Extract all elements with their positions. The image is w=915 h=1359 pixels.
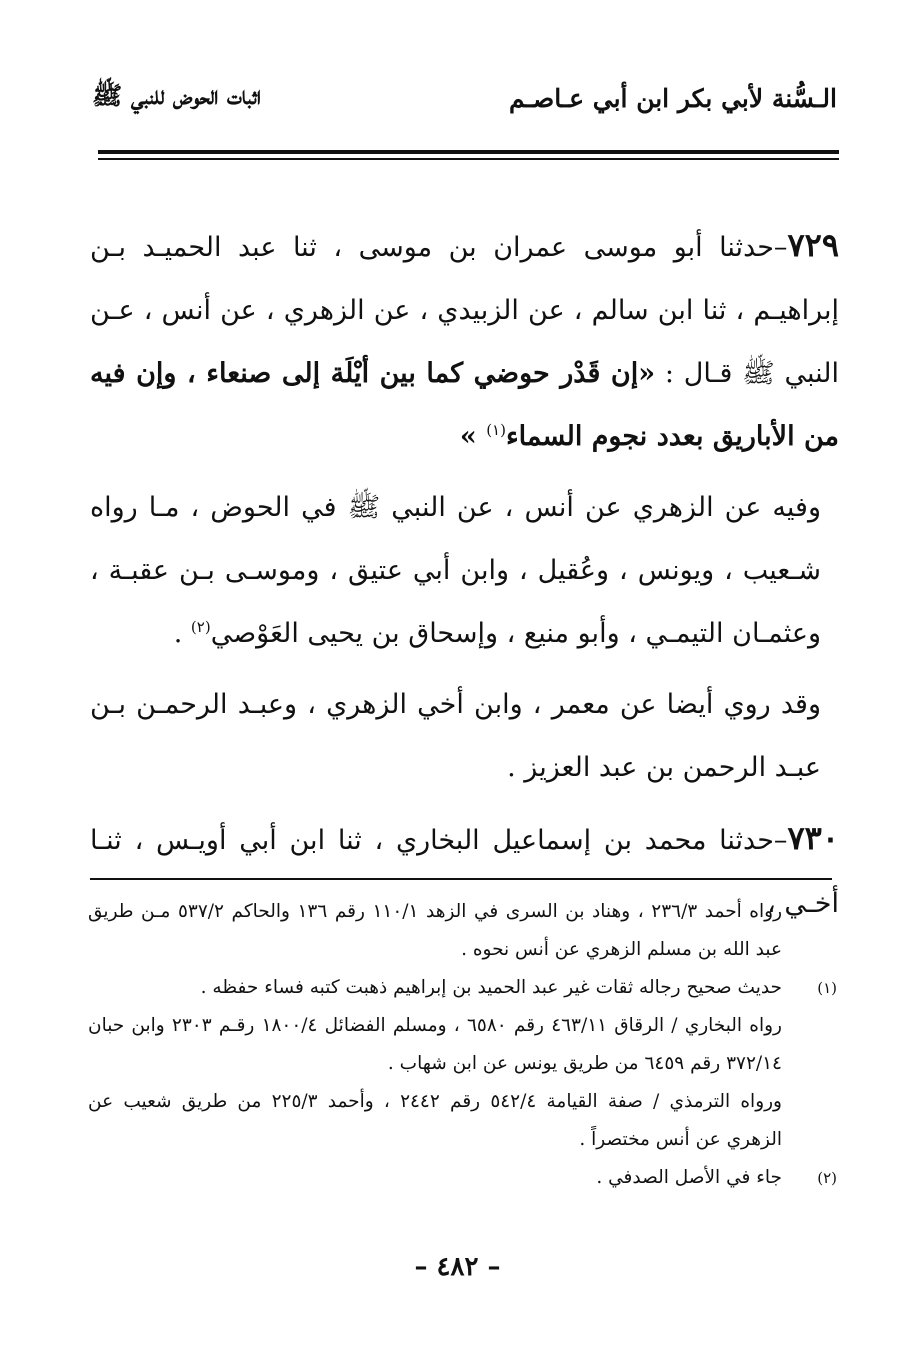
- main-text: [90, 214, 839, 943]
- page-header: [92, 78, 837, 118]
- footnote-2: [88, 1159, 837, 1197]
- hadith-number-729: ٧٢٩: [787, 226, 839, 264]
- hadith-729-matn: «إن قَدْر حوضي كما بين أيْلَة إلى صنعاء ، وإن فيه من الأباريق بعدد نجوم السماء: [90, 358, 839, 452]
- header-rule-thin: [98, 158, 839, 160]
- paragraph-other-narrators-text: وقد روي أيضا عن معمر ، وابن أخي الزهري ، وعبـد الرحمـن بـن عبـد الرحمن بن عبد العزيز .: [90, 689, 821, 783]
- hadith-729-matn-close: »: [459, 421, 487, 452]
- footnote-1-paragraph: حديث صحيح رجاله ثقات غير عبد الحميد بن إبراهيم ذهبت كتبه فساء حفظه .: [200, 977, 782, 998]
- footnote-1: [88, 969, 837, 1159]
- footnote-marker-1: (١): [817, 979, 837, 997]
- book-title: الـسُّنة لأبي بكر ابن أبي عـاصـم: [509, 83, 837, 113]
- footnote-marker-2: (٢): [817, 1169, 837, 1187]
- footnote-rule: [90, 878, 832, 880]
- footnote-marker-blank: [782, 893, 837, 969]
- footnote-ref-1: (١): [486, 421, 506, 439]
- chapter-title: اثبات الحوض للنبي ﷺ: [92, 80, 261, 110]
- hadith-730-isnad: –حدثنا محمد بن إسماعيل البخاري ، ثنا ابن أبي أويـس ، ثنـا أخـي ،: [90, 825, 839, 919]
- footnote-intro: [88, 893, 837, 969]
- footnote-ref-2: (٢): [190, 618, 211, 636]
- hadith-729-isnad: –حدثنا أبو موسى عمران بن موسى ، ثنا عبد الحميـد بـن إبراهيـم ، ثنا ابن سالم ، عن الزبيدي ، عن الزهري ، عن أنس ، عـن النبي ﷺ قـال :: [90, 232, 840, 389]
- paragraph-narrators: [90, 476, 839, 665]
- footnote-1-paragraph: رواه البخاري / الرقاق ٤٦٣/١١ رقم ٦٥٨٠ ، ومسلم الفضائل ١٨٠٠/٤ رقـم ٢٣٠٣ وابن حبان ٣٧٢/١٤ رقم ٦٤٥٩ من طريق يونس عن ابن شهاب .: [88, 1015, 782, 1074]
- footnotes: [88, 893, 837, 1197]
- footnote-intro-text: رواه أحمد ٢٣٦/٣ ، وهناد بن السرى في الزهد ١١٠/١ رقم ١٣٦ والحاكم ٥٣٧/٢ مـن طريق عبد الله بن مسلم الزهري عن أنس نحوه .: [88, 901, 783, 960]
- footnote-2-paragraph: جاء في الأصل الصدفي .: [596, 1167, 782, 1188]
- page-number: – ٤٨٢ –: [414, 1252, 501, 1282]
- paragraph-other-narrators: [90, 673, 839, 799]
- footnote-1-paragraph: ورواه الترمذي / صفة القيامة ٥٤٢/٤ رقم ٢٤٤٢ ، وأحمد ٢٢٥/٣ من طريق شعيب عن الزهري عن أنس مختصراً .: [88, 1091, 782, 1150]
- paragraph-narrators-end: .: [173, 618, 191, 649]
- hadith-number-730: ٧٣٠: [787, 819, 839, 857]
- hadith-729: [90, 214, 839, 468]
- paragraph-narrators-text: وفيه عن الزهري عن أنس ، عن النبي ﷺ في الحوض ، مـا رواه شـعيب ، ويونس ، وعُقيل ، وابن أبي عتيق ، وموسـى بـن عقبـة ، وعثمـان التيمـي ، وأبو منيع ، وإسحاق بن يحيى العَوْصي: [90, 492, 821, 649]
- header-rule-thick: [98, 150, 839, 154]
